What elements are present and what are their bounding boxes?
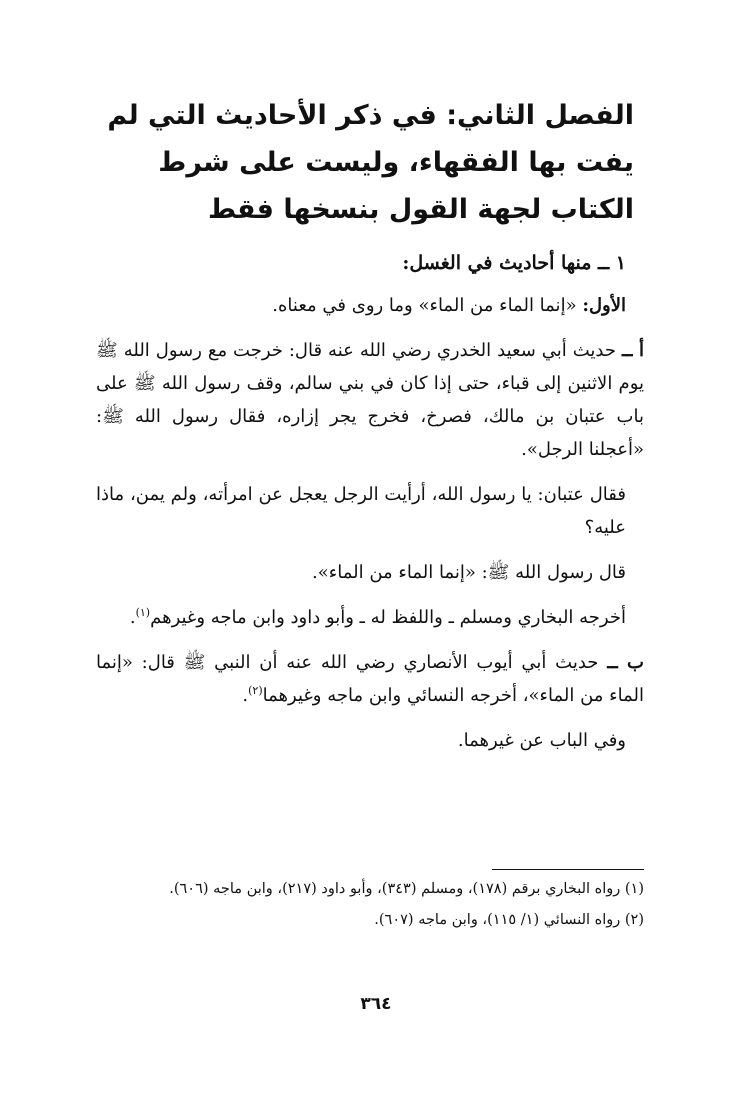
first-hadith-title — [96, 289, 644, 322]
first-label: الأول: — [582, 295, 626, 316]
hadith-a-text: حديث أبي سعيد الخدري رضي الله عنه قال: خرجت مع رسول الله ﷺ يوم الاثنين إلى قباء، حتى إذا كان في بني سالم، وقف رسول الله ﷺ على باب عتبان بن مالك، فصرخ، فخرج يجر إزاره، فقال رسول الله ﷺ: «أعجلنا الرجل». — [96, 340, 644, 460]
hadith-a-paragraph — [96, 334, 644, 466]
footnote-ref-1[interactable]: (١) — [135, 606, 151, 619]
takhrij-text: أخرجه البخاري ومسلم ـ واللفظ له ـ وأبو داود وابن ماجه وغيرهم — [150, 607, 626, 628]
hadith-b-label: ب ــ — [607, 652, 645, 673]
others-paragraph: وفي الباب عن غيرهما. — [457, 730, 626, 751]
hadith-a-label: أ ــ — [621, 340, 644, 361]
footnotes — [96, 876, 644, 938]
itban-question-paragraph: فقال عتبان: يا رسول الله، أرأيت الرجل يعجل عن امرأته، ولم يمن، ماذا عليه؟ — [96, 484, 626, 538]
takhrij-end: . — [129, 607, 136, 628]
hadith-b-text: حديث أبي أيوب الأنصاري رضي الله عنه أن النبي ﷺ قال: «إنما الماء من الماء»، أخرجه النسائي وابن ماجه وغيرهما — [96, 652, 644, 706]
footnote-1: (١) رواه البخاري برقم (١٧٨)، ومسلم (٣٤٣)، وأبو داود (٢١٧)، وابن ماجه (٦٠٦). — [169, 881, 644, 897]
section-heading: ١ ــ منها أحاديث في الغسل: — [402, 252, 626, 274]
page-number: ٣٦٤ — [360, 994, 392, 1014]
footnote-2: (٢) رواه النسائي (١/ ١١٥)، وابن ماجه (٦٠٧). — [374, 912, 644, 928]
hadith-b-end: . — [242, 685, 249, 706]
footnote-divider — [492, 869, 644, 870]
footnote-ref-2[interactable]: (٢) — [248, 684, 263, 697]
chapter-title: الفصل الثاني: في ذكر الأحاديث التي لم يفت بها الفقهاء، وليست على شرط الكتاب لجهة القول بنسخها فقط — [107, 100, 634, 225]
hadith-b-paragraph — [96, 646, 644, 712]
prophet-answer-paragraph: قال رسول الله ﷺ: «إنما الماء من الماء». — [312, 562, 626, 583]
first-text: «إنما الماء من الماء» وما روى في معناه. — [272, 295, 583, 316]
takhrij-paragraph — [96, 601, 644, 634]
